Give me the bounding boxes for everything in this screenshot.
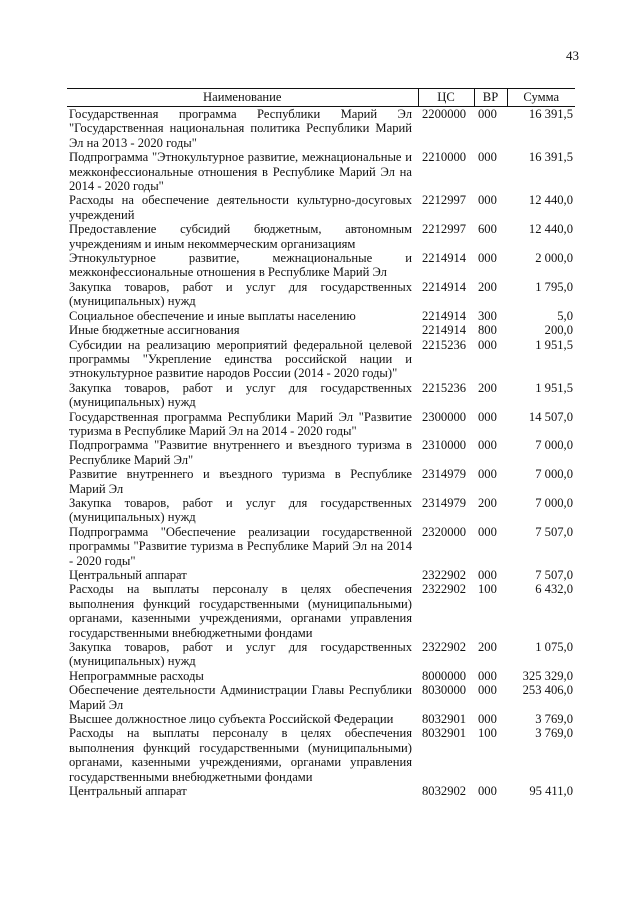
- table-row: [67, 784, 575, 798]
- cell-sum: 5,0: [557, 308, 573, 323]
- cell-vr: 200: [478, 380, 497, 395]
- cell-cs: 2212997: [422, 222, 467, 237]
- cell-vr: 000: [478, 683, 497, 698]
- cell-vr: 000: [478, 150, 497, 165]
- table-row: [67, 438, 575, 467]
- cell-name: Закупка товаров, работ и услуг для государственных (муниципальных) нужд: [69, 640, 412, 669]
- cell-name: Подпрограмма "Развитие внутреннего и въездного туризма в Республике Марий Эл": [69, 438, 412, 467]
- cell-sum: 7 507,0: [535, 524, 573, 539]
- cell-vr: 600: [478, 222, 497, 237]
- table-row: [67, 496, 575, 525]
- cell-sum: 1 795,0: [535, 279, 573, 294]
- cell-cs: 2322902: [422, 582, 467, 597]
- cell-sum: 6 432,0: [535, 582, 573, 597]
- cell-sum: 1 951,5: [535, 337, 573, 352]
- cell-name: Государственная программа Республики Марий Эл "Государственная национальная политика Республики Марий Эл на 2013 - 2020 годы": [69, 107, 412, 150]
- cell-vr: 000: [478, 712, 497, 727]
- table-row: [67, 193, 575, 222]
- cell-name: Предоставление субсидий бюджетным, автономным учреждениям и иным некоммерческим организациям: [69, 222, 412, 251]
- cell-vr: 000: [478, 193, 497, 208]
- cell-vr: 200: [478, 495, 497, 510]
- cell-sum: 16 391,5: [528, 107, 573, 121]
- table-row: [67, 107, 575, 151]
- cell-name: Этнокультурное развитие, межнациональные и межконфессиональные отношения в Республике Марий Эл: [69, 251, 412, 280]
- budget-table: [67, 88, 575, 799]
- header-cs: ЦС: [418, 89, 474, 107]
- cell-cs: 8032901: [422, 712, 467, 727]
- cell-cs: 2210000: [422, 150, 467, 165]
- cell-vr: 000: [478, 251, 497, 266]
- cell-vr: 000: [478, 568, 497, 582]
- table-row: [67, 467, 575, 496]
- table-row: [67, 251, 575, 280]
- cell-name: Закупка товаров, работ и услуг для государственных (муниципальных) нужд: [69, 279, 412, 309]
- header-vr: ВР: [474, 89, 507, 107]
- cell-cs: 2320000: [422, 524, 467, 539]
- cell-vr: 000: [478, 409, 497, 424]
- table-row: [67, 726, 575, 784]
- cell-name: Непрограммные расходы: [69, 668, 204, 683]
- cell-cs: 2215236: [422, 337, 467, 352]
- cell-cs: 8032902: [422, 784, 467, 799]
- table-row: [67, 683, 575, 712]
- cell-cs: 8000000: [422, 668, 467, 683]
- table-row: [67, 582, 575, 640]
- cell-vr: 000: [478, 784, 497, 799]
- cell-name: Социальное обеспечение и иные выплаты населению: [69, 308, 356, 323]
- cell-name: Центральный аппарат: [69, 784, 187, 799]
- cell-sum: 12 440,0: [528, 193, 573, 208]
- cell-cs: 2214914: [422, 279, 467, 294]
- cell-cs: 2215236: [422, 380, 467, 395]
- cell-vr: 100: [478, 726, 497, 741]
- cell-sum: 1 951,5: [535, 380, 573, 395]
- cell-sum: 325 329,0: [522, 668, 573, 683]
- cell-sum: 1 075,0: [535, 640, 573, 655]
- cell-vr: 000: [478, 438, 497, 453]
- cell-name: Иные бюджетные ассигнования: [69, 323, 240, 338]
- cell-sum: 3 769,0: [535, 726, 573, 741]
- cell-cs: 2212997: [422, 193, 467, 208]
- table-row: [67, 222, 575, 251]
- cell-vr: 800: [478, 323, 497, 338]
- table-row: [67, 323, 575, 337]
- cell-name: Подпрограмма "Этнокультурное развитие, межнациональные и межконфессиональные отношения в Республике Марий Эл на 2014 - 2020 годы": [69, 150, 412, 194]
- cell-sum: 253 406,0: [522, 683, 573, 698]
- cell-vr: 000: [478, 107, 497, 121]
- table-row: [67, 568, 575, 582]
- cell-vr: 000: [478, 524, 497, 539]
- cell-vr: 100: [478, 582, 497, 597]
- cell-sum: 2 000,0: [535, 251, 573, 266]
- cell-cs: 8030000: [422, 683, 467, 698]
- cell-cs: 2214914: [422, 323, 467, 338]
- header-name: Наименование: [67, 89, 418, 107]
- table-row: [67, 712, 575, 726]
- table-row: [67, 280, 575, 309]
- cell-sum: 12 440,0: [528, 222, 573, 237]
- table-row: [67, 410, 575, 439]
- cell-cs: 2310000: [422, 438, 467, 453]
- cell-name: Расходы на обеспечение деятельности культурно-досуговых учреждений: [69, 193, 412, 222]
- table-row: [67, 669, 575, 683]
- cell-sum: 16 391,5: [528, 150, 573, 165]
- cell-cs: 2322902: [422, 568, 467, 582]
- cell-vr: 000: [478, 337, 497, 352]
- cell-name: Развитие внутреннего и въездного туризма в Республике Марий Эл: [69, 467, 412, 496]
- cell-name: Субсидии на реализацию мероприятий федеральной целевой программы "Укрепление единства российской нации и этнокультурное развитие народов России (2014 - 2020 годы)": [69, 337, 412, 381]
- cell-cs: 2200000: [422, 107, 467, 121]
- table-row: [67, 640, 575, 669]
- cell-name: Государственная программа Республики Марий Эл "Развитие туризма в Республике Марий Эл на 2014 - 2020 годы": [69, 409, 412, 438]
- cell-name: Подпрограмма "Обеспечение реализации государственной программы "Развитие туризма в Республике Марий Эл на 2014 - 2020 годы": [69, 524, 412, 568]
- table-row: [67, 381, 575, 410]
- cell-vr: 200: [478, 279, 497, 294]
- table-row: [67, 338, 575, 381]
- cell-vr: 300: [478, 308, 497, 323]
- table-row: [67, 525, 575, 568]
- cell-cs: 2314979: [422, 467, 467, 482]
- table-row: [67, 309, 575, 323]
- cell-cs: 2314979: [422, 495, 467, 510]
- page-number: 43: [566, 48, 579, 63]
- cell-name: Центральный аппарат: [69, 568, 187, 582]
- cell-sum: 3 769,0: [535, 712, 573, 727]
- cell-vr: 000: [478, 668, 497, 683]
- cell-cs: 2214914: [422, 251, 467, 266]
- cell-name: Высшее должностное лицо субъекта Российской Федерации: [69, 712, 394, 727]
- header-sum: Сумма: [507, 89, 575, 107]
- cell-cs: 8032901: [422, 726, 467, 741]
- table-header-row: [67, 89, 575, 107]
- cell-sum: 7 000,0: [535, 495, 573, 510]
- cell-sum: 7 507,0: [535, 568, 573, 582]
- cell-cs: 2322902: [422, 640, 467, 655]
- cell-cs: 2214914: [422, 308, 467, 323]
- cell-sum: 14 507,0: [528, 409, 573, 424]
- cell-sum: 95 411,0: [529, 784, 573, 799]
- cell-name: Расходы на выплаты персоналу в целях обеспечения выполнения функций государственными (муниципальными) органами, казенными учреждениями, органами управления государственными внебюджетными фондами: [69, 726, 412, 784]
- cell-vr: 000: [478, 467, 497, 482]
- cell-name: Расходы на выплаты персоналу в целях обеспечения выполнения функций государственными (муниципальными) органами, казенными учреждениями, органами управления государственными внебюджетными фондами: [69, 582, 412, 640]
- cell-name: Закупка товаров, работ и услуг для государственных (муниципальных) нужд: [69, 380, 412, 410]
- cell-vr: 200: [478, 640, 497, 655]
- cell-sum: 200,0: [544, 323, 573, 338]
- table-row: [67, 150, 575, 193]
- cell-sum: 7 000,0: [535, 467, 573, 482]
- cell-name: Обеспечение деятельности Администрации Главы Республики Марий Эл: [69, 683, 412, 712]
- cell-cs: 2300000: [422, 409, 467, 424]
- cell-name: Закупка товаров, работ и услуг для государственных (муниципальных) нужд: [69, 495, 412, 525]
- cell-sum: 7 000,0: [535, 438, 573, 453]
